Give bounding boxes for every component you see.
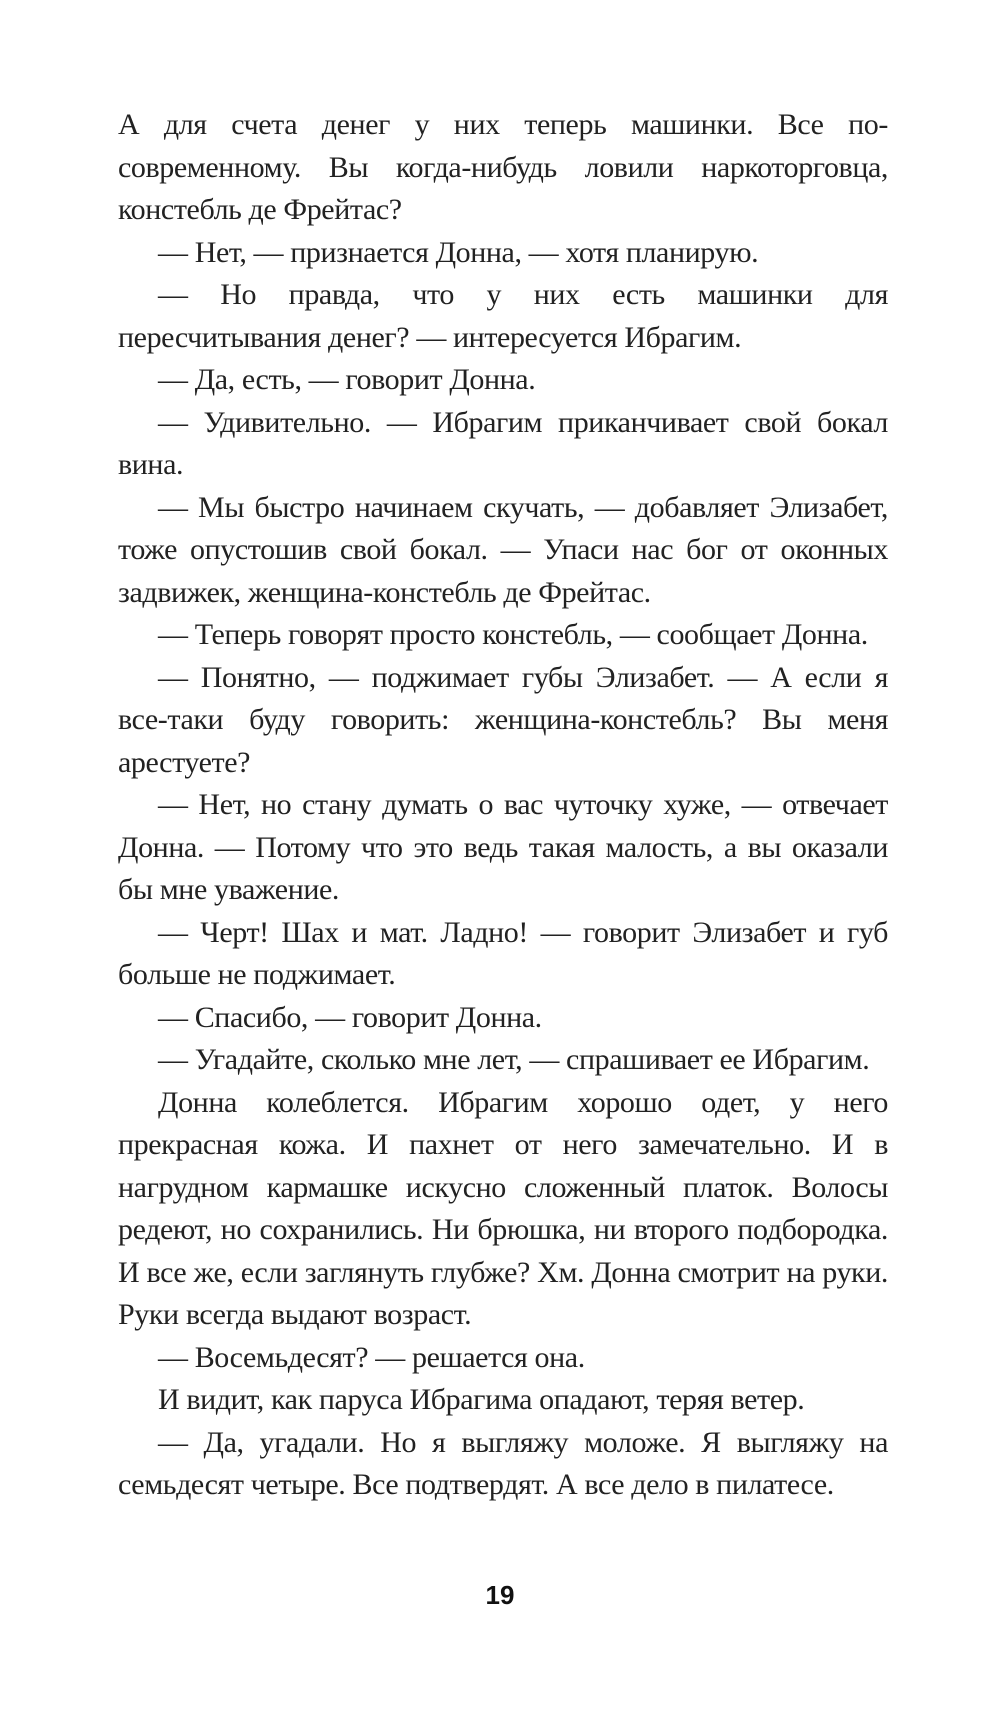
paragraph: — Угадайте, сколько мне лет, — спрашивает ее Ибрагим. <box>158 1043 870 1076</box>
paragraph: — Но правда, что у них есть машинки для пересчитывания денег? — интересуется Ибрагим. <box>118 278 888 354</box>
paragraph: А для счета денег у них теперь машинки. Все по-современному. Вы когда-нибудь ловили наркоторговца, констебль де Фрейтас? <box>118 108 888 226</box>
paragraph: — Восемьдесят? — решается она. <box>158 1340 585 1374</box>
paragraph: — Мы быстро начинаем скучать, — добавляет Элизабет, тоже опустошив свой бокал. — Упаси нас бог от оконных задвижек, женщина-констебль де Фрейтас. <box>118 490 888 609</box>
paragraph: И видит, как паруса Ибрагима опадают, теряя ветер. <box>158 1383 805 1416</box>
paragraph: — Теперь говорят просто констебль, — сообщает Донна. <box>158 618 868 651</box>
paragraph: — Да, угадали. Но я выгляжу моложе. Я выгляжу на семьдесят четыре. Все подтвердят. А все дело в пилатесе. <box>118 1425 888 1501</box>
paragraph: — Да, есть, — говорит Донна. <box>158 363 536 396</box>
paragraph: Донна колеблется. Ибрагим хорошо одет, у него прекрасная кожа. И пахнет от него замечательно. И в нагрудном кармашке искусно сложенный платок. Волосы редеют, но сохранились. Ни брюшка, ни второго подбородка. И все же, если заглянуть глубже? Хм. Донна смотрит на руки. Руки всегда выдают возраст. <box>118 1085 888 1331</box>
paragraph: — Черт! Шах и мат. Ладно! — говорит Элизабет и губ больше не поджимает. <box>118 915 888 991</box>
paragraph: — Удивительно. — Ибрагим приканчивает свой бокал вина. <box>118 405 888 481</box>
paragraph: — Понятно, — поджимает губы Элизабет. — А если я все-таки буду говорить: женщина-констебль? Вы меня арестуете? <box>118 660 888 779</box>
paragraph: — Нет, но стану думать о вас чуточку хуже, — отвечает Донна. — Потому что это ведь такая малость, а вы оказали бы мне уважение. <box>118 788 888 906</box>
paragraph: — Нет, — признается Донна, — хотя планирую. <box>158 235 759 269</box>
page-number: 19 <box>485 1580 515 1610</box>
paragraph: — Спасибо, — говорит Донна. <box>158 1000 542 1034</box>
body-text <box>118 104 888 1507</box>
